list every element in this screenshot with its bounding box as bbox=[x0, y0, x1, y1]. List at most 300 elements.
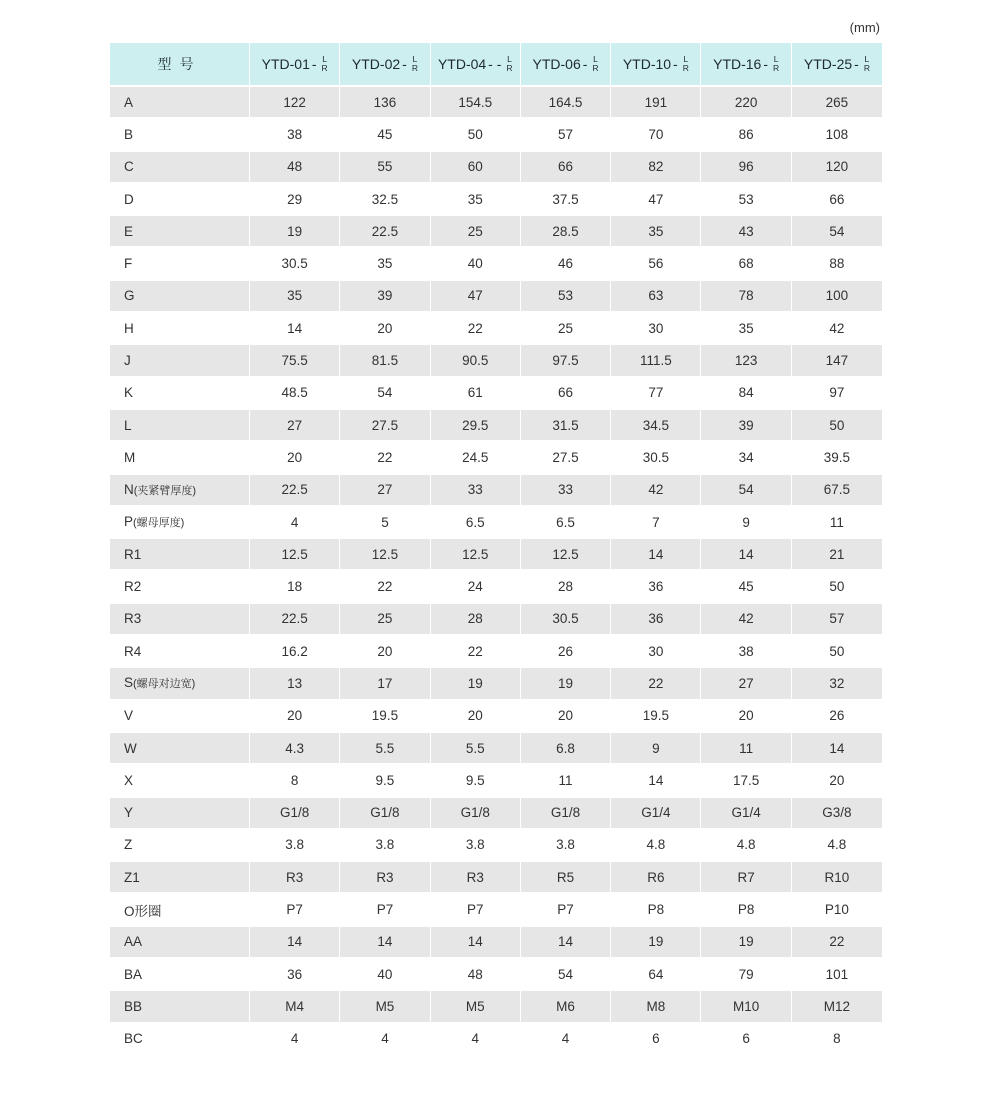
value-cell: 14 bbox=[250, 927, 340, 959]
row-label: Y bbox=[124, 805, 134, 821]
value-cell: R3 bbox=[340, 862, 430, 894]
variant-l: L bbox=[507, 54, 512, 64]
value-cell: 30 bbox=[611, 636, 701, 668]
value-cell: M5 bbox=[340, 991, 430, 1023]
variant-r: R bbox=[773, 63, 780, 73]
value-cell: 12.5 bbox=[521, 539, 611, 571]
value-cell: 96 bbox=[701, 152, 791, 184]
value-cell: 17 bbox=[340, 668, 430, 700]
value-cell: 88 bbox=[792, 248, 882, 280]
value-cell: 50 bbox=[792, 636, 882, 668]
value-cell: 9 bbox=[701, 507, 791, 539]
variant-r: R bbox=[411, 63, 418, 73]
unit-label: (mm) bbox=[849, 20, 880, 35]
row-label: K bbox=[124, 385, 134, 401]
value-cell: P7 bbox=[431, 894, 521, 926]
row-label: R4 bbox=[124, 643, 142, 659]
table-row bbox=[110, 87, 882, 119]
value-cell: 14 bbox=[792, 733, 882, 765]
value-cell: 27.5 bbox=[340, 410, 430, 442]
row-label-cell bbox=[110, 216, 250, 248]
header-model-2 bbox=[340, 43, 430, 87]
value-cell: 42 bbox=[792, 313, 882, 345]
model-name: YTD-25 bbox=[803, 56, 853, 72]
value-cell: 33 bbox=[431, 475, 521, 507]
value-cell: 42 bbox=[611, 475, 701, 507]
table-row bbox=[110, 281, 882, 313]
value-cell: 4 bbox=[250, 507, 340, 539]
table-row bbox=[110, 184, 882, 216]
row-label-note: (夹紧臂厚度) bbox=[133, 484, 197, 497]
value-cell: 38 bbox=[250, 119, 340, 151]
value-cell: 14 bbox=[521, 927, 611, 959]
value-cell: 21 bbox=[792, 539, 882, 571]
row-label: L bbox=[124, 417, 132, 433]
model-variant-stack bbox=[412, 55, 418, 73]
model-separator: - bbox=[311, 56, 317, 72]
value-cell: 14 bbox=[611, 765, 701, 797]
row-label-cell bbox=[110, 571, 250, 603]
value-cell: 35 bbox=[611, 216, 701, 248]
value-cell: 220 bbox=[701, 87, 791, 119]
value-cell: 30 bbox=[611, 313, 701, 345]
value-cell: M8 bbox=[611, 991, 701, 1023]
value-cell: M6 bbox=[521, 991, 611, 1023]
value-cell: R10 bbox=[792, 862, 882, 894]
value-cell: 6 bbox=[701, 1024, 791, 1056]
header-model-4 bbox=[521, 43, 611, 87]
value-cell: 6.8 bbox=[521, 733, 611, 765]
value-cell: R6 bbox=[611, 862, 701, 894]
value-cell: 68 bbox=[701, 248, 791, 280]
value-cell: 4 bbox=[250, 1024, 340, 1056]
row-label-cell bbox=[110, 248, 250, 280]
value-cell: 20 bbox=[701, 701, 791, 733]
value-cell: 19 bbox=[701, 927, 791, 959]
value-cell: 54 bbox=[340, 378, 430, 410]
table-row bbox=[110, 604, 882, 636]
value-cell: G1/4 bbox=[701, 798, 791, 830]
value-cell: 32 bbox=[792, 668, 882, 700]
row-label-cell bbox=[110, 959, 250, 991]
value-cell: 4.3 bbox=[250, 733, 340, 765]
value-cell: 19.5 bbox=[611, 701, 701, 733]
value-cell: G1/8 bbox=[431, 798, 521, 830]
value-cell: 60 bbox=[431, 152, 521, 184]
value-cell: 61 bbox=[431, 378, 521, 410]
row-label: X bbox=[124, 772, 134, 788]
variant-l: L bbox=[412, 54, 418, 64]
row-label: D bbox=[124, 191, 134, 207]
value-cell: M4 bbox=[250, 991, 340, 1023]
value-cell: 54 bbox=[701, 475, 791, 507]
value-cell: 54 bbox=[792, 216, 882, 248]
value-cell: 3.8 bbox=[340, 830, 430, 862]
variant-r: R bbox=[592, 63, 599, 73]
model-separator: - bbox=[402, 56, 407, 72]
value-cell: 32.5 bbox=[340, 184, 430, 216]
value-cell: 28 bbox=[521, 571, 611, 603]
model-separator: - - bbox=[488, 56, 502, 72]
value-cell: 8 bbox=[250, 765, 340, 797]
model-name: YTD-01 bbox=[261, 56, 310, 72]
value-cell: 20 bbox=[431, 701, 521, 733]
value-cell: 57 bbox=[792, 604, 882, 636]
value-cell: 22 bbox=[792, 927, 882, 959]
value-cell: 22.5 bbox=[250, 475, 340, 507]
value-cell: 136 bbox=[340, 87, 430, 119]
value-cell: 20 bbox=[250, 442, 340, 474]
value-cell: 4 bbox=[340, 1024, 430, 1056]
row-label: R3 bbox=[124, 611, 142, 627]
row-label-cell bbox=[110, 442, 250, 474]
value-cell: R3 bbox=[431, 862, 521, 894]
row-label-cell bbox=[110, 862, 250, 894]
value-cell: 20 bbox=[340, 313, 430, 345]
value-cell: 111.5 bbox=[611, 345, 701, 377]
value-cell: 54 bbox=[521, 959, 611, 991]
value-cell: 75.5 bbox=[250, 345, 340, 377]
variant-l: L bbox=[593, 54, 598, 64]
header-model-6 bbox=[701, 43, 791, 87]
value-cell: 48.5 bbox=[250, 378, 340, 410]
row-label-cell bbox=[110, 991, 250, 1023]
value-cell: 120 bbox=[792, 152, 882, 184]
header-row bbox=[110, 43, 882, 87]
table-row bbox=[110, 216, 882, 248]
value-cell: 27.5 bbox=[521, 442, 611, 474]
value-cell: 31.5 bbox=[521, 410, 611, 442]
value-cell: 22 bbox=[340, 442, 430, 474]
value-cell: R7 bbox=[701, 862, 791, 894]
variant-r: R bbox=[682, 63, 689, 73]
table-row bbox=[110, 152, 882, 184]
header-model-label: 型号 bbox=[110, 43, 250, 87]
model-variant-stack bbox=[864, 55, 870, 73]
value-cell: 55 bbox=[340, 152, 430, 184]
value-cell: 27 bbox=[701, 668, 791, 700]
table-row bbox=[110, 959, 882, 991]
value-cell: 3.8 bbox=[521, 830, 611, 862]
header-model-5 bbox=[611, 43, 701, 87]
value-cell: 66 bbox=[521, 152, 611, 184]
model-variant-stack bbox=[322, 55, 328, 73]
value-cell: 66 bbox=[521, 378, 611, 410]
row-label: R1 bbox=[124, 546, 142, 562]
row-label-cell bbox=[110, 345, 250, 377]
value-cell: 7 bbox=[611, 507, 701, 539]
table-row bbox=[110, 636, 882, 668]
value-cell: 27 bbox=[250, 410, 340, 442]
value-cell: 9 bbox=[611, 733, 701, 765]
value-cell: 34 bbox=[701, 442, 791, 474]
table-row bbox=[110, 862, 882, 894]
value-cell: 6 bbox=[611, 1024, 701, 1056]
value-cell: 37.5 bbox=[521, 184, 611, 216]
value-cell: R5 bbox=[521, 862, 611, 894]
table-row bbox=[110, 248, 882, 280]
value-cell: 19 bbox=[521, 668, 611, 700]
value-cell: 3.8 bbox=[250, 830, 340, 862]
value-cell: 86 bbox=[701, 119, 791, 151]
value-cell: G1/8 bbox=[250, 798, 340, 830]
value-cell: 57 bbox=[521, 119, 611, 151]
header-model-3 bbox=[431, 43, 521, 87]
row-label: Z1 bbox=[124, 869, 140, 885]
value-cell: 47 bbox=[431, 281, 521, 313]
value-cell: 47 bbox=[611, 184, 701, 216]
value-cell: 39 bbox=[701, 410, 791, 442]
value-cell: 26 bbox=[792, 701, 882, 733]
value-cell: 20 bbox=[792, 765, 882, 797]
value-cell: 28.5 bbox=[521, 216, 611, 248]
value-cell: G1/4 bbox=[611, 798, 701, 830]
value-cell: P8 bbox=[611, 894, 701, 926]
value-cell: 79 bbox=[701, 959, 791, 991]
row-label-cell bbox=[110, 378, 250, 410]
value-cell: 35 bbox=[431, 184, 521, 216]
row-label-cell bbox=[110, 410, 250, 442]
value-cell: P7 bbox=[521, 894, 611, 926]
value-cell: 35 bbox=[250, 281, 340, 313]
variant-r: R bbox=[321, 63, 328, 73]
value-cell: 14 bbox=[431, 927, 521, 959]
table-row bbox=[110, 798, 882, 830]
value-cell: 42 bbox=[701, 604, 791, 636]
table-row bbox=[110, 571, 882, 603]
value-cell: 30.5 bbox=[611, 442, 701, 474]
value-cell: 78 bbox=[701, 281, 791, 313]
value-cell: 6.5 bbox=[431, 507, 521, 539]
value-cell: 8 bbox=[792, 1024, 882, 1056]
row-label-cell bbox=[110, 604, 250, 636]
value-cell: 56 bbox=[611, 248, 701, 280]
model-name: YTD-16 bbox=[713, 56, 762, 72]
value-cell: 28 bbox=[431, 604, 521, 636]
table-row bbox=[110, 894, 882, 926]
model-variant-stack bbox=[506, 55, 512, 73]
value-cell: P7 bbox=[250, 894, 340, 926]
value-cell: 39.5 bbox=[792, 442, 882, 474]
value-cell: 4.8 bbox=[611, 830, 701, 862]
value-cell: G3/8 bbox=[792, 798, 882, 830]
value-cell: 67.5 bbox=[792, 475, 882, 507]
value-cell: 29 bbox=[250, 184, 340, 216]
value-cell: 66 bbox=[792, 184, 882, 216]
value-cell: 25 bbox=[521, 313, 611, 345]
row-label: E bbox=[124, 223, 134, 239]
row-label: C bbox=[124, 159, 134, 175]
row-label-cell bbox=[110, 87, 250, 119]
value-cell: 101 bbox=[792, 959, 882, 991]
table-row bbox=[110, 991, 882, 1023]
row-label-cell bbox=[110, 668, 250, 700]
row-label: N bbox=[124, 481, 134, 497]
variant-r: R bbox=[506, 63, 513, 73]
value-cell: 4.8 bbox=[701, 830, 791, 862]
model-name: YTD-02 bbox=[351, 56, 401, 72]
table-row bbox=[110, 733, 882, 765]
value-cell: 100 bbox=[792, 281, 882, 313]
value-cell: 265 bbox=[792, 87, 882, 119]
row-label-note: (螺母厚度) bbox=[133, 517, 185, 529]
value-cell: 9.5 bbox=[431, 765, 521, 797]
value-cell: 36 bbox=[611, 571, 701, 603]
value-cell: 53 bbox=[701, 184, 791, 216]
table-row bbox=[110, 927, 882, 959]
model-name: YTD-06 bbox=[532, 56, 581, 72]
value-cell: 24 bbox=[431, 571, 521, 603]
value-cell: 16.2 bbox=[250, 636, 340, 668]
value-cell: 40 bbox=[340, 959, 430, 991]
variant-l: L bbox=[773, 54, 779, 64]
value-cell: 26 bbox=[521, 636, 611, 668]
value-cell: 34.5 bbox=[611, 410, 701, 442]
row-label-cell bbox=[110, 636, 250, 668]
table-body bbox=[110, 87, 882, 1056]
header-model-1 bbox=[250, 43, 340, 87]
table-row bbox=[110, 345, 882, 377]
variant-l: L bbox=[864, 54, 870, 64]
value-cell: 63 bbox=[611, 281, 701, 313]
value-cell: 45 bbox=[701, 571, 791, 603]
model-separator: - bbox=[854, 56, 859, 72]
row-label-cell bbox=[110, 927, 250, 959]
row-label-cell bbox=[110, 539, 250, 571]
value-cell: 22.5 bbox=[340, 216, 430, 248]
value-cell: 35 bbox=[340, 248, 430, 280]
value-cell: 14 bbox=[611, 539, 701, 571]
value-cell: 147 bbox=[792, 345, 882, 377]
value-cell: 18 bbox=[250, 571, 340, 603]
row-label-cell bbox=[110, 798, 250, 830]
value-cell: 48 bbox=[250, 152, 340, 184]
model-variant-stack bbox=[592, 55, 598, 73]
value-cell: G1/8 bbox=[521, 798, 611, 830]
value-cell: 35 bbox=[701, 313, 791, 345]
value-cell: 154.5 bbox=[431, 87, 521, 119]
row-label-note: (螺母对边宽) bbox=[133, 678, 196, 691]
value-cell: 5 bbox=[340, 507, 430, 539]
table-row bbox=[110, 539, 882, 571]
value-cell: 12.5 bbox=[340, 539, 430, 571]
value-cell: 36 bbox=[611, 604, 701, 636]
value-cell: 4 bbox=[431, 1024, 521, 1056]
value-cell: 33 bbox=[521, 475, 611, 507]
value-cell: 4.8 bbox=[792, 830, 882, 862]
value-cell: 22 bbox=[431, 636, 521, 668]
value-cell: 22.5 bbox=[250, 604, 340, 636]
row-label: W bbox=[124, 740, 137, 756]
value-cell: 164.5 bbox=[521, 87, 611, 119]
table-row bbox=[110, 668, 882, 700]
value-cell: 9.5 bbox=[340, 765, 430, 797]
row-label: J bbox=[124, 353, 131, 369]
row-label-cell bbox=[110, 765, 250, 797]
value-cell: 19.5 bbox=[340, 701, 430, 733]
value-cell: 20 bbox=[521, 701, 611, 733]
value-cell: 20 bbox=[340, 636, 430, 668]
table-row bbox=[110, 475, 882, 507]
model-variant-stack bbox=[683, 55, 689, 73]
value-cell: 48 bbox=[431, 959, 521, 991]
value-cell: 14 bbox=[701, 539, 791, 571]
value-cell: 97 bbox=[792, 378, 882, 410]
row-label-cell bbox=[110, 701, 250, 733]
table-row bbox=[110, 410, 882, 442]
row-label-cell bbox=[110, 830, 250, 862]
row-label-cell bbox=[110, 119, 250, 151]
value-cell: 77 bbox=[611, 378, 701, 410]
variant-l: L bbox=[322, 54, 327, 64]
value-cell: 22 bbox=[340, 571, 430, 603]
model-separator: - bbox=[582, 56, 588, 72]
row-label: R2 bbox=[124, 579, 142, 595]
value-cell: 27 bbox=[340, 475, 430, 507]
value-cell: 22 bbox=[431, 313, 521, 345]
value-cell: 14 bbox=[340, 927, 430, 959]
value-cell: 22 bbox=[611, 668, 701, 700]
value-cell: 46 bbox=[521, 248, 611, 280]
row-label: F bbox=[124, 256, 133, 272]
row-label: S bbox=[124, 675, 134, 691]
row-label-cell bbox=[110, 152, 250, 184]
value-cell: 123 bbox=[701, 345, 791, 377]
model-name: YTD-10 bbox=[622, 56, 672, 72]
row-label-cell bbox=[110, 475, 250, 507]
row-label: O形圈 bbox=[124, 903, 162, 919]
value-cell: 84 bbox=[701, 378, 791, 410]
value-cell: 50 bbox=[431, 119, 521, 151]
row-label: M bbox=[124, 449, 136, 465]
value-cell: 43 bbox=[701, 216, 791, 248]
value-cell: P10 bbox=[792, 894, 882, 926]
table-row bbox=[110, 378, 882, 410]
table-row bbox=[110, 765, 882, 797]
value-cell: G1/8 bbox=[340, 798, 430, 830]
value-cell: 13 bbox=[250, 668, 340, 700]
value-cell: 191 bbox=[611, 87, 701, 119]
row-label-cell bbox=[110, 313, 250, 345]
row-label: AA bbox=[124, 934, 143, 950]
row-label: G bbox=[124, 288, 135, 304]
value-cell: 25 bbox=[431, 216, 521, 248]
variant-r: R bbox=[863, 63, 870, 73]
value-cell: 20 bbox=[250, 701, 340, 733]
value-cell: R3 bbox=[250, 862, 340, 894]
row-label: BA bbox=[124, 966, 143, 982]
row-label-cell bbox=[110, 507, 250, 539]
header-model-7 bbox=[792, 43, 882, 87]
value-cell: 19 bbox=[611, 927, 701, 959]
value-cell: 36 bbox=[250, 959, 340, 991]
value-cell: 12.5 bbox=[250, 539, 340, 571]
value-cell: 5.5 bbox=[340, 733, 430, 765]
value-cell: 24.5 bbox=[431, 442, 521, 474]
value-cell: M10 bbox=[701, 991, 791, 1023]
value-cell: 19 bbox=[250, 216, 340, 248]
value-cell: 81.5 bbox=[340, 345, 430, 377]
value-cell: 38 bbox=[701, 636, 791, 668]
model-variant-stack bbox=[773, 55, 779, 73]
model-separator: - bbox=[673, 56, 678, 72]
row-label: H bbox=[124, 320, 134, 336]
value-cell: 30.5 bbox=[521, 604, 611, 636]
value-cell: 90.5 bbox=[431, 345, 521, 377]
value-cell: 29.5 bbox=[431, 410, 521, 442]
row-label-cell bbox=[110, 184, 250, 216]
model-separator: - bbox=[763, 56, 769, 72]
